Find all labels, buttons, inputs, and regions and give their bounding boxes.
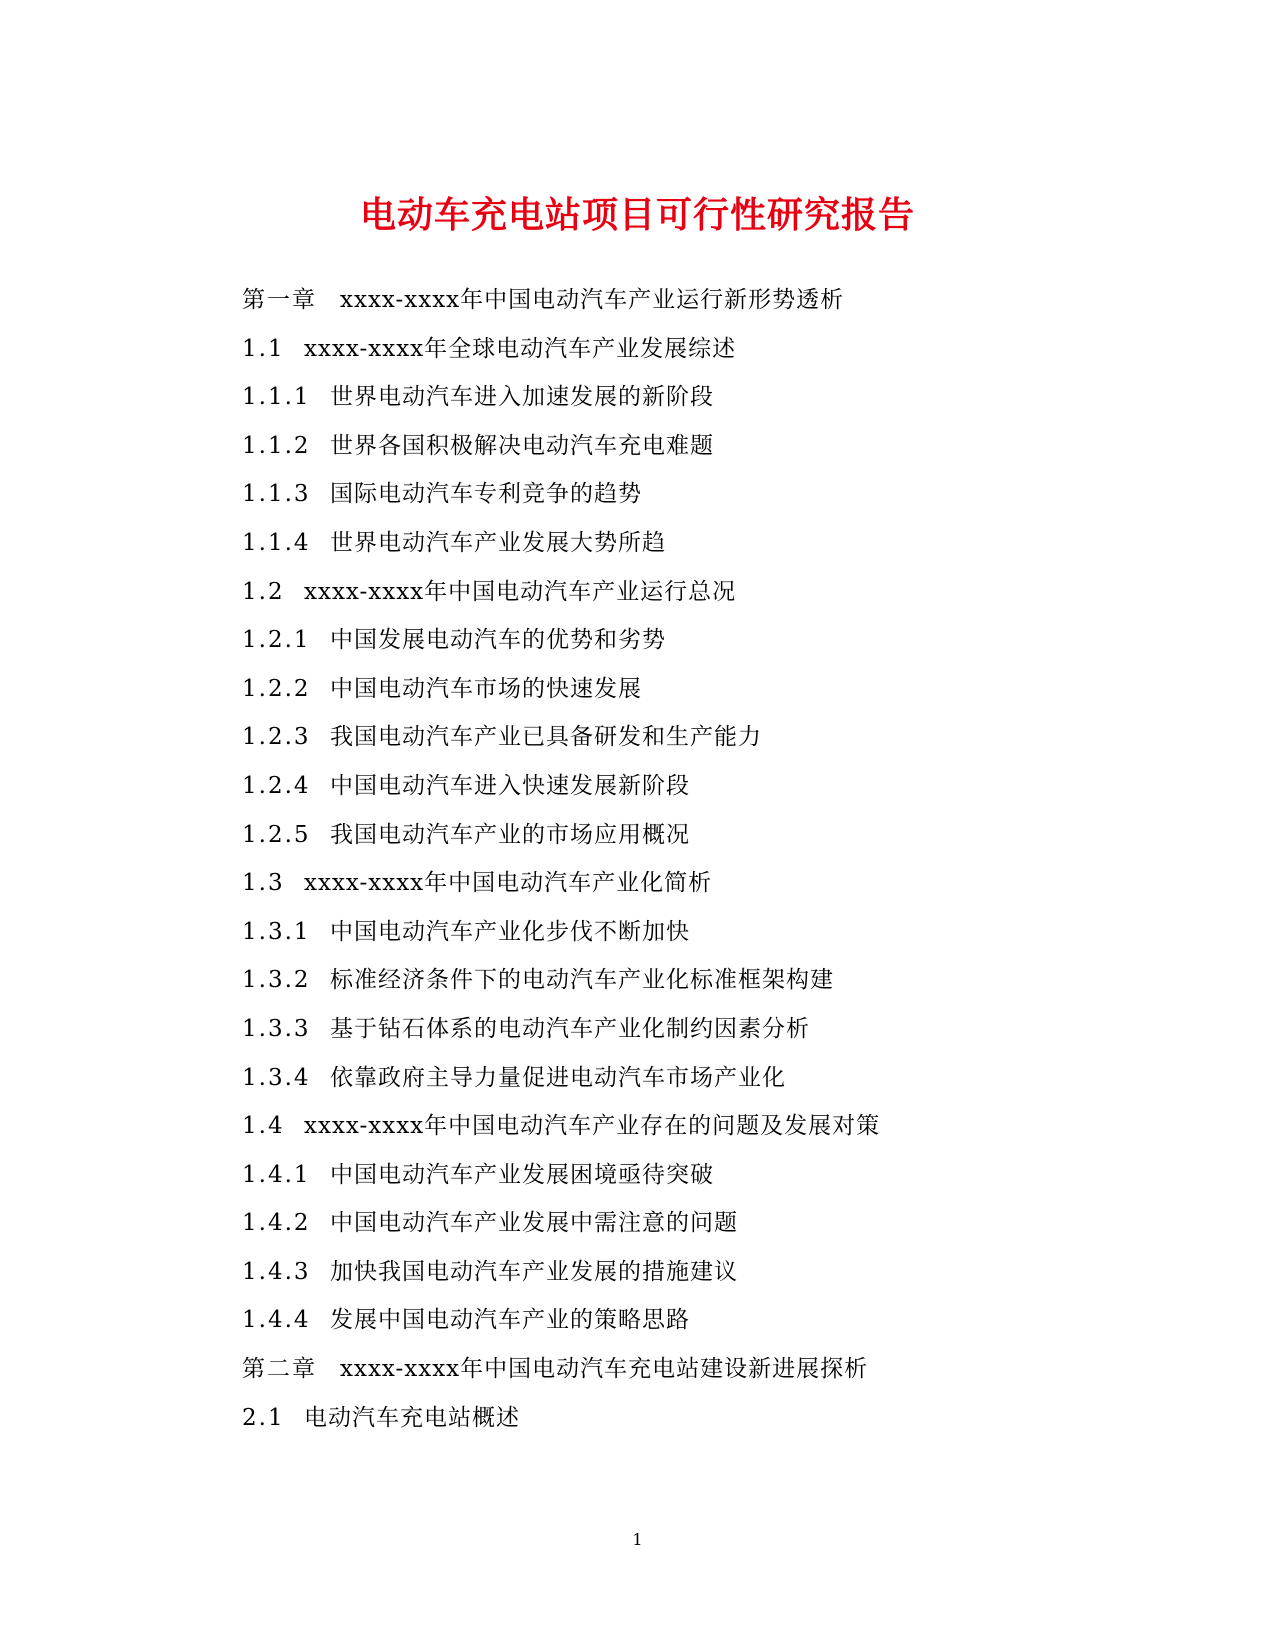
- toc-entry-number: 第二章: [242, 1356, 317, 1383]
- toc-entry-text: 中国电动汽车产业发展困境亟待突破: [330, 1161, 714, 1188]
- toc-entry-number: 1.2.4: [242, 772, 311, 799]
- toc-entry-number: 1.4.4: [242, 1307, 311, 1334]
- toc-entry-number: 1.1.4: [242, 529, 311, 556]
- toc-entry: [242, 285, 1142, 334]
- toc-entry-text: 中国电动汽车产业化步伐不断加快: [330, 918, 690, 945]
- toc-entry: [242, 917, 1142, 966]
- document-title: 电动车充电站项目可行性研究报告: [359, 195, 915, 237]
- toc-entry: [242, 1257, 1142, 1306]
- toc-entry-number: 1.4.1: [242, 1161, 311, 1188]
- toc-entry: [242, 625, 1142, 674]
- toc-entry-text: 我国电动汽车产业已具备研发和生产能力: [330, 724, 762, 751]
- toc-entry-number: 1.3.3: [242, 1015, 311, 1042]
- toc-entry: [242, 771, 1142, 820]
- toc-entry-number: 1.1.1: [242, 384, 311, 411]
- toc-entry-text: 标准经济条件下的电动汽车产业化标准框架构建: [330, 967, 834, 994]
- toc-entry: [242, 1014, 1142, 1063]
- toc-entry-text: xxxx-xxxx年中国电动汽车产业运行新形势透析: [340, 287, 845, 313]
- toc-entry-text: 依靠政府主导力量促进电动汽车市场产业化: [330, 1064, 786, 1091]
- toc-entry-number: 1.1: [242, 335, 285, 362]
- toc-entry: [242, 674, 1142, 723]
- toc-entry: [242, 868, 1142, 917]
- toc-entry: [242, 1208, 1142, 1257]
- page-number: 1: [632, 1530, 643, 1549]
- toc-entry-number: 1.4: [242, 1113, 285, 1140]
- toc-entry-text: 我国电动汽车产业的市场应用概况: [330, 821, 690, 848]
- toc-entry: [242, 1160, 1142, 1209]
- toc-entry: [242, 1305, 1142, 1354]
- toc-entry: [242, 965, 1142, 1014]
- toc-entry: [242, 382, 1142, 431]
- toc-entry-text: xxxx-xxxx年中国电动汽车产业化简析: [304, 870, 713, 897]
- toc-entry-text: xxxx-xxxx年中国电动汽车产业运行总况: [304, 578, 737, 605]
- toc-entry-text: 基于钻石体系的电动汽车产业化制约因素分析: [330, 1015, 810, 1042]
- toc-entry-text: 世界电动汽车进入加速发展的新阶段: [330, 384, 714, 411]
- toc-entry-number: 1.3.2: [242, 967, 311, 994]
- toc-entry-number: 1.3.4: [242, 1064, 311, 1091]
- toc-entry: [242, 431, 1142, 480]
- toc-entry-text: 世界各国积极解决电动汽车充电难题: [330, 432, 714, 459]
- toc-entry-number: 1.2.3: [242, 724, 311, 751]
- toc-entry-number: 1.3.1: [242, 918, 311, 945]
- toc-entry-text: xxxx-xxxx年全球电动汽车产业发展综述: [304, 335, 737, 362]
- toc-entry: [242, 577, 1142, 626]
- toc-entry-text: xxxx-xxxx年中国电动汽车产业存在的问题及发展对策: [304, 1113, 881, 1140]
- toc-entry-text: 中国电动汽车市场的快速发展: [330, 675, 642, 702]
- toc-entry-text: 中国发展电动汽车的优势和劣势: [330, 627, 666, 654]
- toc-entry-number: 1.4.2: [242, 1210, 311, 1237]
- toc-entry-text: 中国电动汽车进入快速发展新阶段: [330, 772, 690, 799]
- toc-entry-text: 加快我国电动汽车产业发展的措施建议: [330, 1258, 738, 1285]
- toc-entry: [242, 528, 1142, 577]
- toc-entry: [242, 1063, 1142, 1112]
- toc-entry-number: 2.1: [242, 1404, 285, 1431]
- toc-entry-number: 1.1.3: [242, 481, 311, 508]
- toc-entry-number: 1.2.2: [242, 675, 311, 702]
- toc-entry-number: 1.3: [242, 870, 285, 897]
- toc-entry-number: 1.2: [242, 578, 285, 605]
- toc-entry-text: 中国电动汽车产业发展中需注意的问题: [330, 1210, 738, 1237]
- toc-entry-number: 1.2.1: [242, 627, 311, 654]
- toc-entry-text: 发展中国电动汽车产业的策略思路: [330, 1307, 690, 1334]
- toc-entry-text: 电动汽车充电站概述: [304, 1404, 520, 1431]
- toc-entry-text: xxxx-xxxx年中国电动汽车充电站建设新进展探析: [340, 1356, 869, 1383]
- toc-entry-number: 1.2.5: [242, 821, 311, 848]
- toc-entry: [242, 479, 1142, 528]
- table-of-contents: [242, 285, 1142, 1451]
- toc-entry-text: 世界电动汽车产业发展大势所趋: [330, 529, 666, 556]
- toc-entry: [242, 820, 1142, 869]
- toc-entry: [242, 1403, 1142, 1452]
- toc-entry: [242, 1354, 1142, 1403]
- toc-entry: [242, 722, 1142, 771]
- toc-entry-text: 国际电动汽车专利竞争的趋势: [330, 481, 642, 508]
- toc-entry-number: 1.1.2: [242, 432, 311, 459]
- toc-entry: [242, 1111, 1142, 1160]
- toc-entry-number: 第一章: [242, 287, 317, 313]
- toc-entry: [242, 334, 1142, 383]
- toc-entry-number: 1.4.3: [242, 1258, 311, 1285]
